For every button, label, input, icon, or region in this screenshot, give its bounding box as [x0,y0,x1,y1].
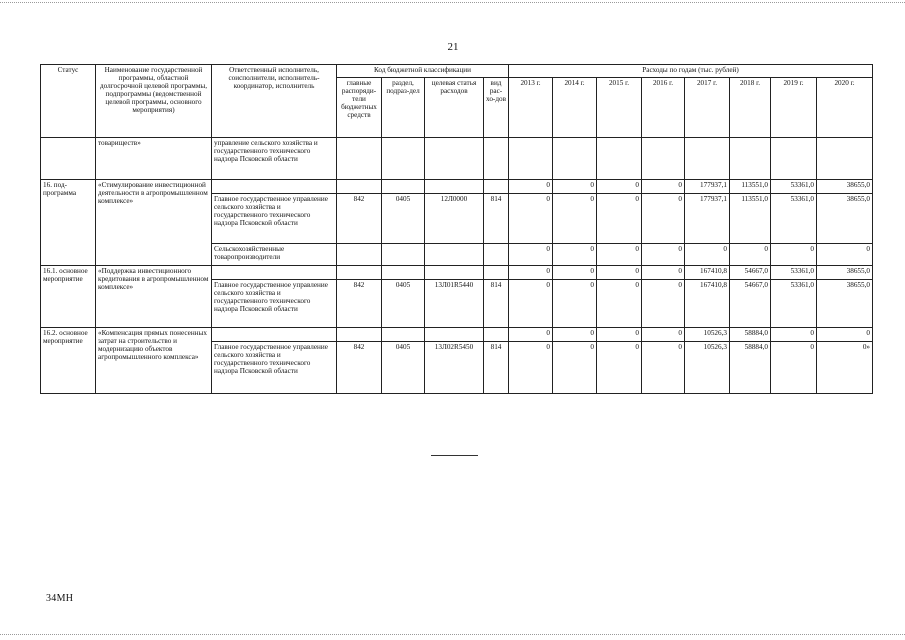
cell-value: 0 [509,328,553,342]
header-year: 2020 г. [817,78,873,138]
cell-target: 13Л01R5440 [425,280,484,328]
cell-value [553,138,597,180]
cell-value: 0 [509,194,553,244]
cell-value: 0 [553,180,597,194]
cell-status [41,138,96,180]
cell-value: 0 [553,342,597,394]
cell-executor: Главное государственное управление сельского хозяйства и государственного технического надзора Псковской области [212,280,337,328]
header-year: 2013 г. [509,78,553,138]
cell-grbs [337,328,382,342]
cell-value: 113551,0 [730,194,771,244]
budget-table [40,64,873,394]
cell-value: 0 [730,244,771,266]
cell-value: 0 [509,342,553,394]
cell-target [425,244,484,266]
scan-edge-top [0,2,905,3]
cell-executor: управление сельского хозяйства и государственного технического надзора Псковской области [212,138,337,180]
cell-target: 13Л02R5450 [425,342,484,394]
cell-value: 0 [817,244,873,266]
cell-kind: 814 [484,280,509,328]
cell-grbs: 842 [337,280,382,328]
cell-name: «Поддержка инвестиционного кредитования в агропромышленном комплексе» [96,266,212,328]
page-number: 21 [447,41,459,53]
cell-value: 53361,0 [771,266,817,280]
cell-value: 58884,0 [730,328,771,342]
table-row [41,180,873,194]
cell-value: 177937,1 [685,180,730,194]
cell-value: 0 [509,180,553,194]
cell-value: 167410,8 [685,280,730,328]
cell-section [382,138,425,180]
cell-value: 54667,0 [730,280,771,328]
cell-value: 113551,0 [730,180,771,194]
header-target: целевая статья расходов [425,78,484,138]
cell-status: 16.2. основное мероприятие [41,328,96,394]
cell-status: 16.1. основное мероприятие [41,266,96,328]
cell-value: 0 [771,342,817,394]
cell-grbs: 842 [337,342,382,394]
cell-value [509,138,553,180]
cell-value [771,138,817,180]
cell-value: 10526,3 [685,328,730,342]
cell-value: 0 [597,280,642,328]
cell-value: 0 [597,328,642,342]
cell-executor [212,328,337,342]
cell-value: 0 [597,342,642,394]
cell-executor [212,266,337,280]
cell-value: 177937,1 [685,194,730,244]
cell-value: 38655,0 [817,194,873,244]
header-executor: Ответственный исполнитель, соисполнители, исполнитель-координатор, исполнитель [212,65,337,138]
header-expenses: Расходы по годам (тыс. рублей) [509,65,873,78]
cell-value: 0 [553,266,597,280]
cell-value: 0 [771,328,817,342]
cell-value: 0 [553,244,597,266]
cell-value: 53361,0 [771,180,817,194]
header-name: Наименование государственной программы, областной долгосрочной целевой программы, подпрограммы (ведомственной целевой программы, основного мероприятия) [96,65,212,138]
cell-value [597,138,642,180]
cell-value: 0 [817,328,873,342]
cell-name: «Стимулирование инвестиционной деятельности в агропромышленном комплексе» [96,180,212,266]
header-kind: вид рас-хо-дов [484,78,509,138]
cell-value: 167410,8 [685,266,730,280]
cell-section [382,244,425,266]
cell-kind [484,138,509,180]
cell-target [425,180,484,194]
cell-grbs: 842 [337,194,382,244]
cell-value: 0 [642,180,685,194]
cell-name: товариществ» [96,138,212,180]
header-year: 2018 г. [730,78,771,138]
table-row [41,328,873,342]
header-year: 2017 г. [685,78,730,138]
table-row [41,266,873,280]
cell-value: 53361,0 [771,194,817,244]
cell-grbs [337,180,382,194]
cell-name: «Компенсация прямых понесенных затрат на строительство и модернизацию объектов агропромышленного комплекса» [96,328,212,394]
cell-value: 58884,0 [730,342,771,394]
cell-value: 0 [597,266,642,280]
cell-target [425,328,484,342]
header-year: 2019 г. [771,78,817,138]
cell-target [425,138,484,180]
cell-kind [484,244,509,266]
cell-value: 0 [642,280,685,328]
cell-kind: 814 [484,194,509,244]
cell-executor: Главное государственное управление сельского хозяйства и государственного технического надзора Псковской области [212,194,337,244]
cell-value: 0 [642,194,685,244]
cell-executor: Сельскохозяйственные товаропроизводители [212,244,337,266]
cell-kind [484,328,509,342]
cell-value: 0 [642,342,685,394]
cell-value: 0 [642,328,685,342]
cell-value: 0 [509,280,553,328]
cell-value [685,138,730,180]
cell-value [817,138,873,180]
cell-value: 0 [597,194,642,244]
cell-target: 12Л0000 [425,194,484,244]
cell-section [382,266,425,280]
header-year: 2016 г. [642,78,685,138]
cell-value: 0 [509,266,553,280]
table-body [41,138,873,394]
cell-section: 0405 [382,342,425,394]
header-row-top [41,65,873,78]
header-year: 2015 г. [597,78,642,138]
cell-value: 53361,0 [771,280,817,328]
cell-status: 16. под-программа [41,180,96,266]
table-row [41,138,873,180]
cell-section: 0405 [382,280,425,328]
cell-executor: Главное государственное управление сельского хозяйства и государственного технического надзора Псковской области [212,342,337,394]
cell-section [382,180,425,194]
cell-value: 0 [553,280,597,328]
cell-value: 0 [597,244,642,266]
cell-value: 0 [771,244,817,266]
cell-value: 0 [553,194,597,244]
header-budget-code: Код бюджетной классификации [337,65,509,78]
cell-value: 38655,0 [817,280,873,328]
cell-target [425,266,484,280]
header-section: раздел, подраз-дел [382,78,425,138]
cell-value: 10526,3 [685,342,730,394]
cell-value: 0 [597,180,642,194]
cell-value: 54667,0 [730,266,771,280]
cell-executor [212,180,337,194]
cell-value: 0 [509,244,553,266]
cell-value: 0 [553,328,597,342]
footer-rule [431,455,478,456]
header-year: 2014 г. [553,78,597,138]
cell-section [382,328,425,342]
cell-value: 38655,0 [817,266,873,280]
cell-kind [484,266,509,280]
document-stamp: 34МН [46,593,74,604]
cell-kind: 814 [484,342,509,394]
cell-value: 38655,0 [817,180,873,194]
cell-section: 0405 [382,194,425,244]
cell-value [730,138,771,180]
header-grbs: главные распоряди-тели бюджетных средств [337,78,382,138]
header-status: Статус [41,65,96,138]
cell-value [642,138,685,180]
cell-value: 0 [642,266,685,280]
cell-grbs [337,266,382,280]
cell-kind [484,180,509,194]
cell-grbs [337,138,382,180]
cell-value: 0» [817,342,873,394]
cell-value: 0 [642,244,685,266]
scan-edge-bottom [0,634,905,635]
cell-grbs [337,244,382,266]
cell-value: 0 [685,244,730,266]
